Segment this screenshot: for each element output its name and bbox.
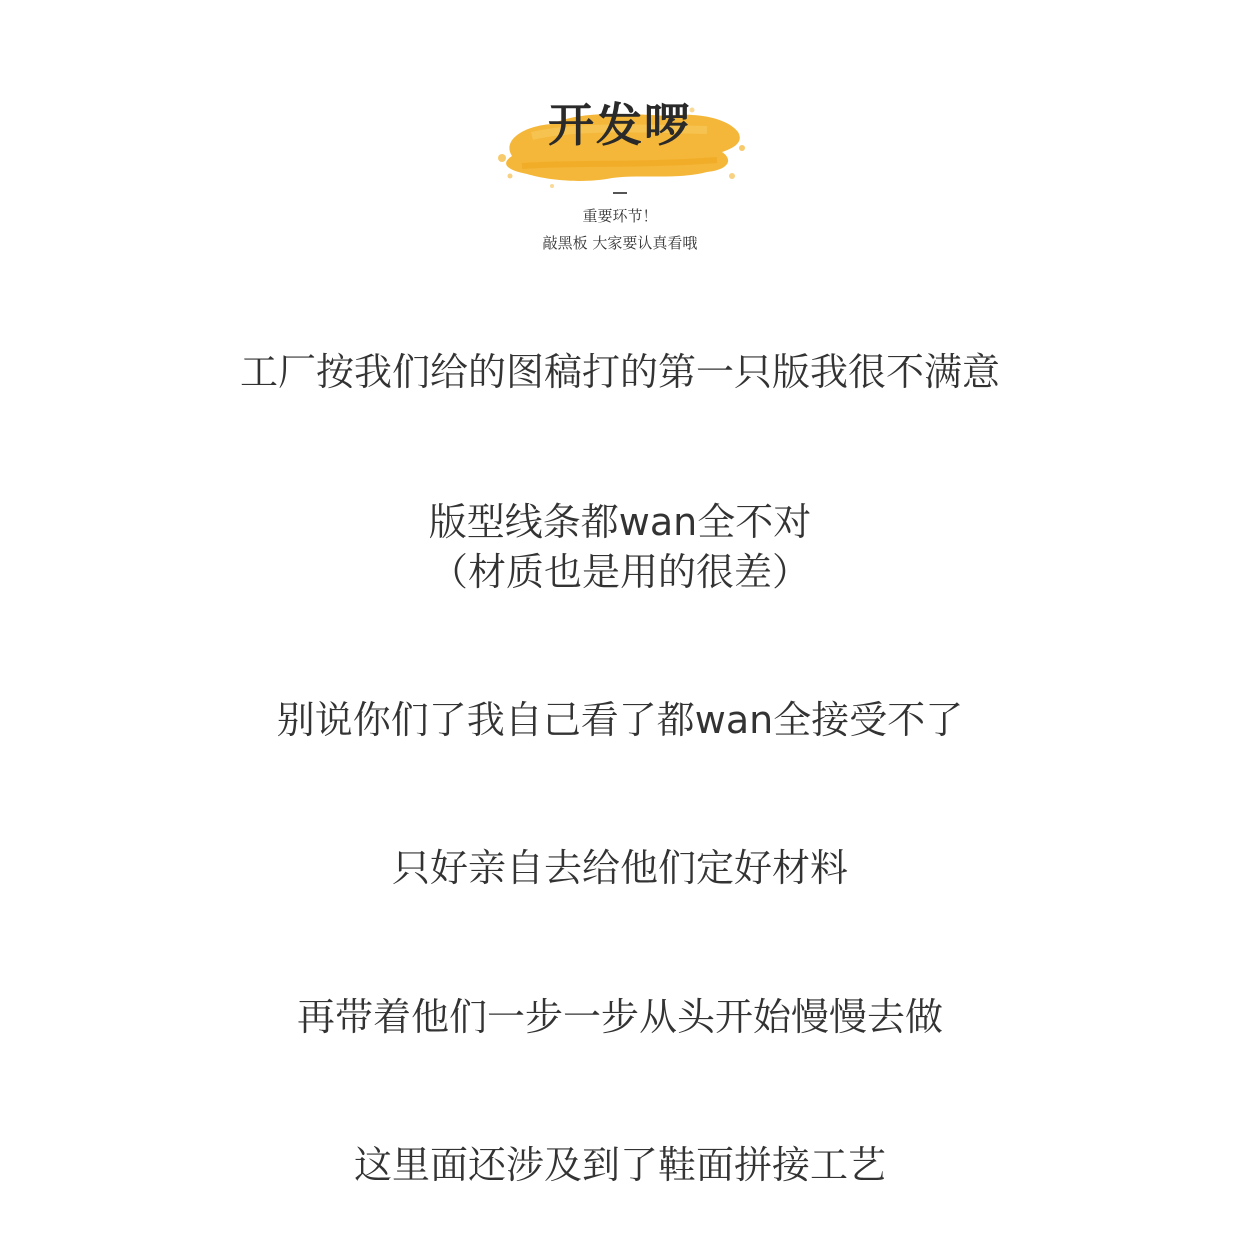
paragraph-text: 只好亲自去给他们定好材料 [391, 846, 848, 890]
paragraph-text: 版型线条都wan全不对 [428, 500, 812, 544]
section-title: 开发啰 [548, 98, 692, 152]
subtitle-line-2: 敲黑板 大家要认真看哦 [542, 234, 698, 252]
section-header [0, 0, 1240, 270]
subtitle-line-1: 重要环节！ [582, 207, 658, 225]
paragraph-text: 别说你们了我自己看了都wan全接受不了 [276, 698, 964, 742]
paragraph-text: 这里面还涉及到了鞋面拼接工艺 [353, 1143, 886, 1187]
paragraph-text: 工厂按我们给的图稿打的第一只版我很不满意 [239, 350, 1000, 394]
paragraph-text: 再带着他们一步一步从头开始慢慢去做 [296, 995, 943, 1039]
divider-dash [613, 192, 627, 194]
paragraph-text: （材质也是用的很差） [429, 550, 810, 594]
